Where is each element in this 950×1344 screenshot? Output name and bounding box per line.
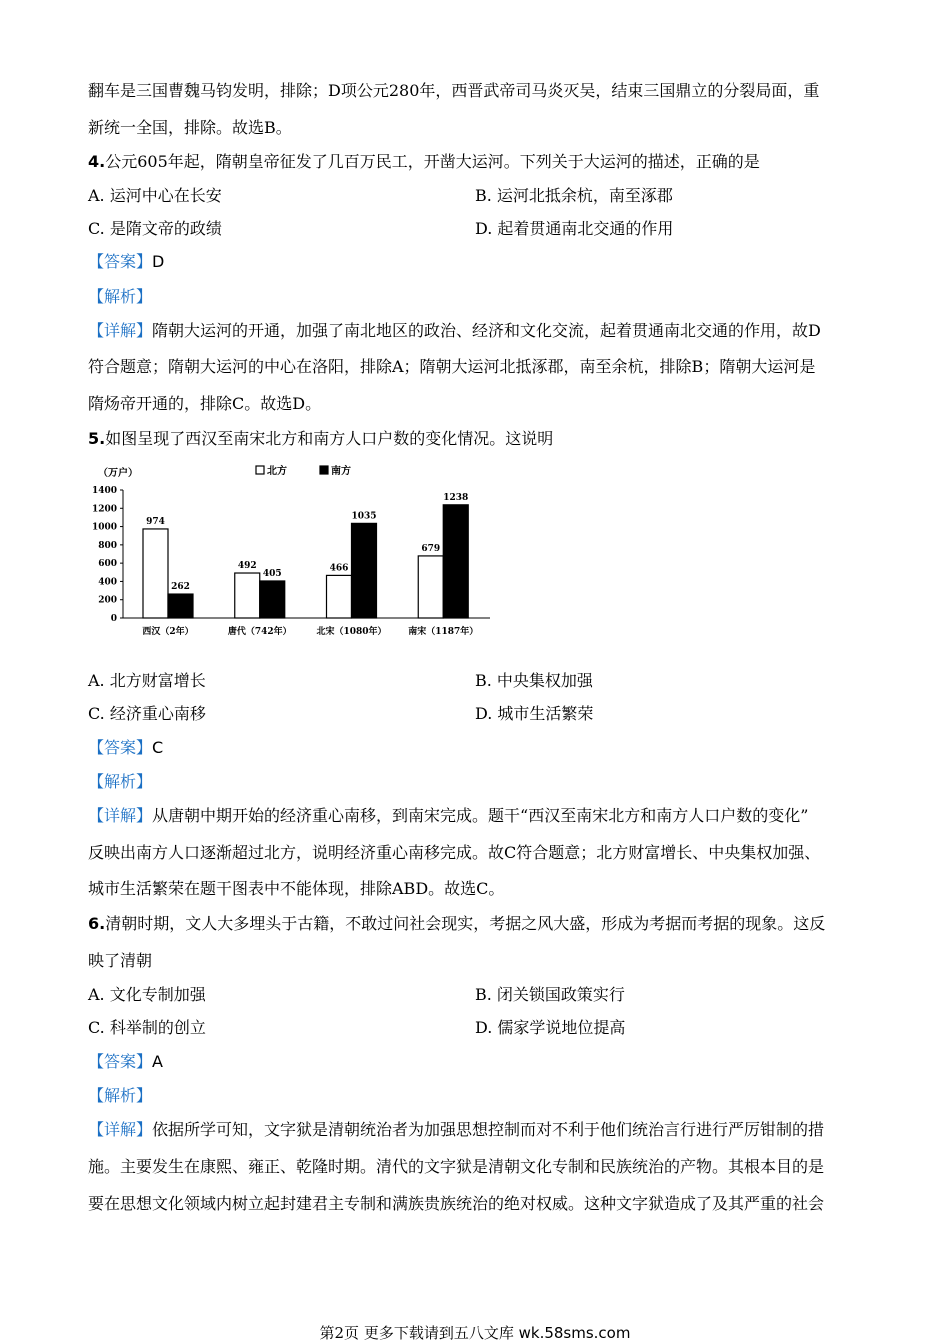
detail-tag: 【详解】 [88, 321, 153, 340]
data-label: 405 [262, 568, 282, 579]
detail-tag: 【详解】 [88, 806, 153, 825]
detail-text: 隋朝大运河的开通，加强了南北地区的政治、经济和文化交流，起着贯通南北交通的作用，故D [152, 321, 821, 340]
q4-option-c: C. 是隋文帝的政绩 [88, 219, 222, 238]
legend-label: 南方 [331, 466, 351, 477]
question-text: 清朝时期，文人大多埋头于古籍，不敢过问社会现实，考据之风大盛，形成为考据而考据的现象。这反 [105, 914, 826, 933]
data-label: 466 [329, 563, 349, 574]
q6-option-c: C. 科举制的创立 [88, 1018, 206, 1037]
bar-south [443, 505, 468, 618]
q5-option-b: B. 中央集权加强 [475, 671, 593, 690]
q6-detail-1 [88, 1120, 862, 1140]
q6-option-a: A. 文化专制加强 [88, 985, 206, 1004]
q6-analysis [88, 1086, 862, 1106]
legend-swatch [320, 466, 328, 474]
y-axis-label: （万户） [98, 468, 138, 479]
q4-option-a: A. 运河中心在长安 [88, 186, 222, 205]
q4-option-d: D. 起着贯通南北交通的作用 [475, 219, 674, 238]
analysis-tag: 【解析】 [88, 287, 153, 306]
question-4-stem [88, 152, 862, 172]
footer-site-link[interactable]: wk.58sms.com [518, 1324, 631, 1342]
q4-answer [88, 252, 862, 272]
bar-north [143, 529, 168, 618]
data-label: 1238 [443, 492, 469, 503]
q4-option-b: B. 运河北抵余杭，南至涿郡 [475, 186, 673, 205]
answer-tag: 【答案】 [88, 1052, 153, 1071]
detail-tag: 【详解】 [88, 1120, 153, 1139]
answer-value: D [152, 252, 165, 271]
page-footer [0, 1322, 950, 1343]
q5-option-a: A. 北方财富增长 [88, 671, 206, 690]
answer-tag: 【答案】 [88, 738, 153, 757]
detail-text: 依据所学可知，文字狱是清朝统治者为加强思想控制而对不利于他们统治言行进行严厉钳制的措 [152, 1120, 825, 1139]
question-5-stem [88, 429, 862, 449]
bar-north [235, 573, 260, 618]
q6-answer [88, 1052, 862, 1072]
text-line: 新统一全国，排除。故选B。 [88, 118, 292, 137]
question-text: 如图呈现了西汉至南宋北方和南方人口户数的变化情况。这说明 [105, 429, 554, 448]
analysis-tag: 【解析】 [88, 772, 153, 791]
q4-detail-2: 符合题意；隋朝大运河的中心在洛阳，排除A；隋朝大运河北抵涿郡，南至余杭，排除B；隋朝大运河是 [88, 357, 816, 376]
data-label: 679 [421, 543, 441, 554]
q4-detail-1 [88, 321, 862, 341]
q6-detail-3: 要在思想文化领域内树立起封建君主专制和满族贵族统治的绝对权威。这种文字狱造成了及其严重的社会 [88, 1194, 825, 1213]
q6-option-b: B. 闭关锁国政策实行 [475, 985, 625, 1004]
detail-text: 从唐朝中期开始的经济重心南移，到南宋完成。题干“西汉至南宋北方和南方人口户数的变化” [152, 806, 809, 825]
question-number: 5. [88, 429, 106, 448]
bar-south [352, 523, 377, 618]
y-tick-label: 1400 [91, 486, 117, 496]
y-tick-label: 1000 [91, 522, 117, 533]
q5-option-d: D. 城市生活繁荣 [475, 704, 594, 723]
x-tick-label: 唐代（742年） [227, 627, 292, 637]
bar-north [327, 575, 352, 618]
x-tick-label: 北宋（1080年） [316, 627, 387, 637]
data-label: 974 [146, 516, 165, 527]
question-number: 6. [88, 914, 106, 933]
bar-south [260, 581, 285, 618]
q4-detail-3: 隋炀帝开通的，排除C。故选D。 [88, 394, 322, 413]
question-6-stem-2: 映了清朝 [88, 951, 153, 970]
legend-swatch [256, 466, 264, 474]
y-tick-label: 0 [110, 614, 117, 624]
data-label: 1035 [351, 511, 377, 522]
question-number: 4. [88, 152, 106, 171]
q6-detail-2: 施。主要发生在康熙、雍正、乾隆时期。清代的文字狱是清朝文化专制和民族统治的产物。其根本目的是 [88, 1157, 825, 1176]
bar-south [168, 594, 193, 618]
answer-value: A [152, 1052, 163, 1071]
q4-analysis [88, 287, 862, 307]
y-tick-label: 800 [98, 540, 117, 551]
data-label: 492 [237, 561, 257, 572]
y-tick-label: 200 [98, 595, 117, 606]
y-tick-label: 1200 [91, 504, 117, 515]
footer-text: 第2页 更多下载请到五八文库 [319, 1324, 519, 1342]
question-text: 公元605年起，隋朝皇帝征发了几百万民工，开凿大运河。下列关于大运河的描述，正确的是 [105, 152, 760, 171]
analysis-tag: 【解析】 [88, 1086, 153, 1105]
text-line: 翻车是三国曹魏马钧发明，排除；D项公元280年，西晋武帝司马炎灭吴，结束三国鼎立的分裂局面，重 [88, 81, 820, 100]
q6-option-d: D. 儒家学说地位提高 [475, 1018, 626, 1037]
bar-north [418, 556, 443, 618]
q5-option-c: C. 经济重心南移 [88, 704, 206, 723]
q5-analysis [88, 772, 862, 792]
population-chart [88, 460, 508, 645]
answer-tag: 【答案】 [88, 252, 153, 271]
q5-detail-3: 城市生活繁荣在题干图表中不能体现，排除ABD。故选C。 [88, 879, 505, 898]
answer-value: C [152, 738, 164, 757]
q5-detail-2: 反映出南方人口逐渐超过北方，说明经济重心南移完成。故C符合题意；北方财富增长、中央集权加强、 [88, 843, 821, 862]
question-6-stem [88, 914, 862, 934]
q5-detail-1 [88, 806, 862, 826]
y-tick-label: 400 [98, 577, 117, 588]
legend-label: 北方 [267, 466, 287, 477]
q5-answer [88, 738, 862, 758]
data-label: 262 [171, 582, 190, 593]
x-tick-label: 南宋（1187年） [408, 627, 479, 637]
y-tick-label: 600 [98, 559, 117, 570]
x-tick-label: 西汉（2年） [142, 627, 194, 637]
